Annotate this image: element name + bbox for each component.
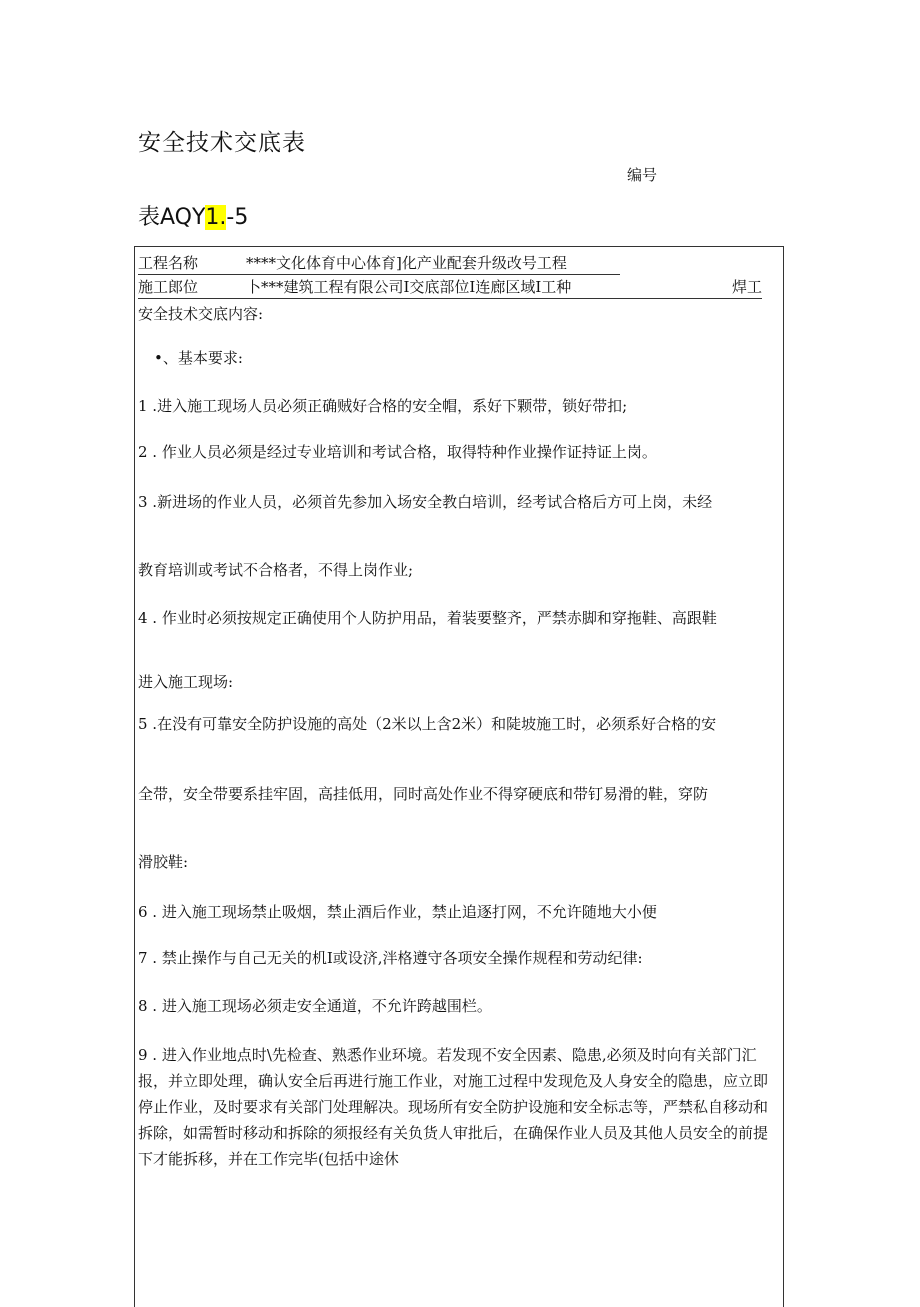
project-value: ****文化体育中心体育]化产业配套升级改号工程: [246, 254, 567, 272]
trade-value: 焊工: [731, 278, 762, 296]
list-item: 8 . 进入施工现场必须走安全通道，不允许跨越围栏。: [138, 997, 492, 1015]
form-number-suffix: -5: [226, 205, 249, 230]
list-item-continuation: 滑胶鞋:: [138, 853, 189, 871]
unit-label: 施工郎位: [138, 278, 199, 296]
document-title: 安全技术交底表: [138, 130, 306, 156]
project-label: 工程名称: [138, 254, 199, 272]
list-item: 7 . 禁止操作与自己无关的机I或设济,泮格遵守各项安全操作规程和劳动纪律:: [138, 949, 643, 967]
list-item: 9 . 进入作业地点时\先检查、熟悉作业环境。若发现不安全因素、隐患,必须及时向有关部门汇报，并立即处理，确认安全后再进行施工作业，对施工过程中发现危及人身安全的隐患，应立即停止作业，及时要求有关部门处理解决。现场所有安全防护设施和安全标志等，严禁私自移动和拆除，如需暂时移动和拆除的须报经有关负货人审批后，在确保作业人员及其他人员安全的前提下才能拆移，并在工作完毕(包括中途休: [138, 1046, 769, 1168]
list-item: 1 .进入施工现场人员必须正确贼好合格的安全帽，系好下颗带，锁好带扣;: [138, 397, 628, 415]
project-row: [138, 252, 620, 275]
unit-value: 卜***建筑工程有限公司I交底部位I连廊区域I工种: [246, 278, 572, 296]
list-item: 3 .新进场的作业人员，必须首先参加入场安全教白培训，经考试合格后方可上岗，未经: [138, 493, 713, 511]
unit-row: [138, 276, 762, 299]
list-item: 5 .在没有可靠安全防护设施的高处（2米以上含2米）和陡坡施工时，必须系好合格的安: [138, 715, 717, 733]
list-item-continuation: 教育培训或考试不合格者，不得上岗作业;: [138, 561, 414, 579]
list-item-continuation: 进入施工现场:: [138, 673, 234, 691]
section-heading: •、基本要求:: [154, 349, 243, 367]
list-item: 2 . 作业人员必须是经过专业培训和考试合格，取得特种作业操作证持证上岗。: [138, 443, 657, 461]
form-number: [138, 200, 248, 231]
list-item-continuation: 全带，安全带要系挂牢固，高挂低用，同时高处作业不得穿硬底和带钉易滑的鞋，穿防: [138, 785, 709, 803]
form-number-highlight: 1.: [205, 205, 227, 230]
form-number-prefix: 表AQY: [138, 205, 206, 230]
list-item: 6 . 进入施工现场禁止吸烟，禁止酒后作业，禁止追逐打网，不允许随地大小便: [138, 903, 657, 921]
list-item: 4 . 作业时必须按规定正确使用个人防护用品，着装要整齐，严禁赤脚和穿拖鞋、高跟鞋: [138, 609, 717, 627]
content-label: 安全技术交底内容:: [138, 305, 264, 323]
code-label: 编号: [627, 166, 658, 184]
